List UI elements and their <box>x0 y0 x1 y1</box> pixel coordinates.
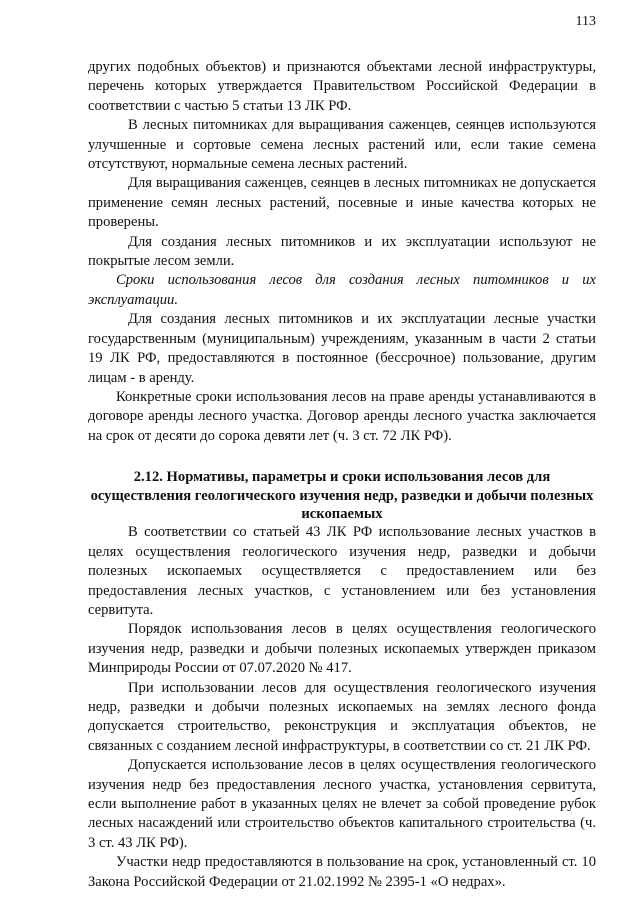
document-body <box>88 58 596 892</box>
paragraph: Допускается использование лесов в целях осуществления геологического изучения недр без предоставления лесного участка, установления сервитута, если выполнение работ в указанных целях не влечет за собой проведение рубок лесных насаждений или строительство объектов капитального строительства (ч. 3 ст. 43 ЛК РФ). <box>88 757 596 851</box>
paragraph: При использовании лесов для осуществления геологического изучения недр, разведки и добычи полезных ископаемых на землях лесного фонда допускается строительство, реконструкция и эксплуатация объектов, не связанных с созданием лесной инфраструктуры, в соответствии со ст. 21 ЛК РФ. <box>88 679 596 754</box>
paragraph: Для создания лесных питомников и их эксплуатации используют не покрытые лесом земли. <box>88 233 596 270</box>
paragraph: В соответствии со статьей 43 ЛК РФ использование лесных участков в целях осуществления геологического изучения недр, разведки и добычи полезных ископаемых осуществляется с предоставлением или без предоставления лесных участков, с установлением или без установления сервитута. <box>88 524 596 618</box>
section-heading: 2.12. Нормативы, параметры и сроки использования лесов для осуществления геологического изучения недр, разведки и добычи полезных ископаемых <box>90 469 594 522</box>
paragraph: Для выращивания саженцев, сеянцев в лесных питомниках не допускается применение семян лесных растений, посевные и иные качества которых не проверены. <box>88 175 596 231</box>
paragraph: В лесных питомниках для выращивания саженцев, сеянцев используются улучшенные и сортовые семена лесных растений или, если такие семена отсутствуют, нормальные семена лесных растений. <box>88 117 596 173</box>
paragraph: других подобных объектов) и признаются объектами лесной инфраструктуры, перечень которых утверждается Правительством Российской Федерации в соответствии с частью 5 статьи 13 ЛК РФ. <box>88 59 596 114</box>
paragraph: Для создания лесных питомников и их эксплуатации лесные участки государственным (муниципальным) учреждениям, указанным в части 2 статьи 19 ЛК РФ, предоставляются в постоянное (бессрочное) пользование, другим лицам - в аренду. <box>88 311 596 386</box>
italic-subheading: Сроки использования лесов для создания лесных питомников и их эксплуатации. <box>88 272 596 308</box>
page-number: 113 <box>575 14 596 29</box>
paragraph: Конкретные сроки использования лесов на праве аренды устанавливаются в договоре аренды лесного участка. Договор аренды лесного участка заключается на срок от десяти до сорока девяти лет (ч. 3 ст. 72 ЛК РФ). <box>88 388 596 444</box>
paragraph: Участки недр предоставляются в пользование на срок, установленный ст. 10 Закона Российской Федерации от 21.02.1992 № 2395-1 «О недрах». <box>88 854 596 890</box>
paragraph: Порядок использования лесов в целях осуществления геологического изучения недр, разведки и добычи полезных ископаемых утвержден приказом Минприроды России от 07.07.2020 № 417. <box>88 621 596 677</box>
